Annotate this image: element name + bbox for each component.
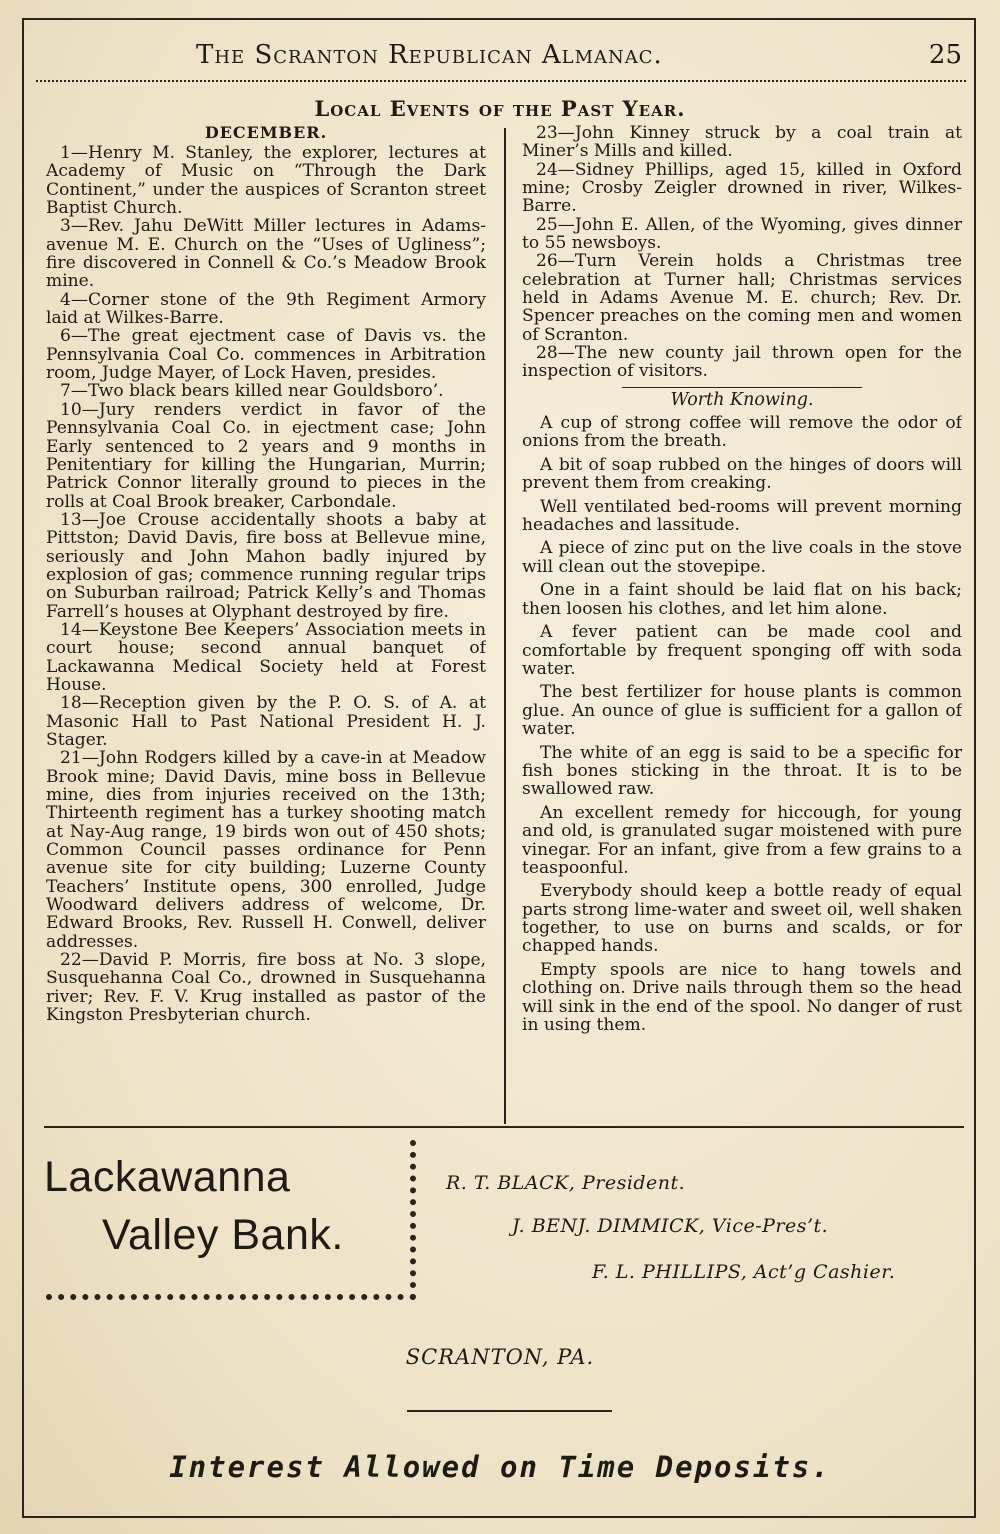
bank-tagline: Interest Allowed on Time Deposits. [169, 1450, 831, 1484]
event-entry: 22—David P. Morris, fire boss at No. 3 slope, Susquehanna Coal Co., drowned in Susquehanna river; Rev. F. V. Krug installed as pastor of the Kingston Presbyterian church. [46, 950, 486, 1026]
page-number: 25 [928, 40, 962, 70]
event-entry: 24—Sidney Phillips, aged 15, killed in Oxford mine; Crosby Zeigler drowned in river, Wilkes-Barre. [522, 159, 962, 217]
bank-name-line-2: Valley Bank. [102, 1211, 344, 1259]
event-entry: 14—Keystone Bee Keepers’ Association meets in court house; second annual banquet of Lackawanna Medical Society held at Forest House. [46, 619, 486, 695]
events-column-right [522, 124, 962, 1122]
tip-item: A bit of soap rubbed on the hinges of doors will prevent them from creaking. [522, 454, 962, 494]
event-entry: 13—Joe Crouse accidentally shoots a baby at Pittston; David Davis, fire boss at Bellevue mine, seriously and John Mahon badly injured by explosion of gas; commence running regular trips on Suburban railroad; Patrick Kelly’s and Thomas Farrell’s houses at Olyphant destroyed by fire. [46, 509, 486, 622]
short-rule [407, 1410, 612, 1412]
tip-item: One in a faint should be laid flat on his back; then loosen his clothes, and let him alone. [522, 580, 962, 619]
officer-cashier: F. L. PHILLIPS, Act’g Cashier. [592, 1261, 896, 1283]
bank-location: SCRANTON, PA. [405, 1345, 595, 1369]
event-entry: 3—Rev. Jahu DeWitt Miller lectures in Adams-avenue M. E. Church on the “Uses of Ugliness”; fire discovered in Connell & Co.’s Meadow Brook mine. [46, 216, 486, 292]
event-entry: 6—The great ejectment case of Davis vs. the Pennsylvania Coal Co. commences in Arbitration room, Judge Mayer, of Lock Haven, presides. [46, 326, 486, 384]
event-entry: 7—Two black bears killed near Gouldsboro’. [60, 381, 444, 402]
event-entry: 23—John Kinney struck by a coal train at Miner’s Mills and killed. [522, 124, 962, 162]
tip-item: A fever patient can be made cool and comfortable by frequent sponging off with soda water. [522, 622, 962, 679]
event-entry: 21—John Rodgers killed by a cave-in at Meadow Brook mine; David Davis, mine boss in Bellevue mine, dies from injuries received on the 13th; Thirteenth regiment has a turkey shooting match at Nay-Aug range, 19 birds won out of 450 shots; Common Council passes ordinance for Penn avenue site for city building; Luzerne County Teachers’ Institute opens, 300 enrolled, Judge Woodward delivers address of welcome, Dr. Edward Brooks, Rev. Russell H. Conwell, deliver addresses. [46, 748, 486, 952]
tip-item: Everybody should keep a bottle ready of equal parts strong lime-water and sweet oil, well shaken together, to use on burns and scalds, or for chapped hands. [522, 881, 962, 957]
tip-item: The best fertilizer for house plants is common glue. An ounce of glue is sufficient for a gallon of water. [522, 682, 962, 740]
tip-item: Well ventilated bed-rooms will prevent morning headaches and lassitude. [522, 496, 962, 535]
tip-item: An excellent remedy for hiccough, for young and old, is granulated sugar moistened with pure vinegar. For an infant, give from a few grains to a teaspoonful. [522, 802, 962, 878]
event-entry: 28—The new county jail thrown open for the inspection of visitors. [522, 343, 962, 382]
events-column-left [46, 124, 486, 1122]
event-entry: 4—Corner stone of the 9th Regiment Armory laid at Wilkes-Barre. [46, 289, 486, 329]
tip-item: A piece of zinc put on the live coals in the stove will clean out the stovepipe. [522, 538, 962, 577]
worth-knowing-heading: Worth Knowing. [670, 389, 814, 410]
event-entry: 10—Jury renders verdict in favor of the Pennsylvania Coal Co. in ejectment case; John Early sentenced to 2 years and 9 months in Penitentiary for killing the Hungarian, Murrin; Patrick Connor literally ground to pieces in the rolls at Coal Brook breaker, Carbondale. [46, 399, 486, 512]
event-entry: 1—Henry M. Stanley, the explorer, lectures at Academy of Music on “Through the Dark Continent,” under the auspices of Scranton street Baptist Church. [46, 143, 486, 219]
almanac-title: The Scranton Republican Almanac. [196, 40, 663, 70]
tip-item: The white of an egg is said to be a specific for fish bones sticking in the throat. It is to be swallowed raw. [522, 742, 962, 800]
event-entry: 25—John E. Allen, of the Wyoming, gives dinner to 55 newsboys. [522, 214, 962, 254]
section-title: Local Events of the Past Year. [314, 96, 686, 121]
dotted-border-horizontal [46, 1294, 416, 1300]
advertisement-rule [44, 1126, 964, 1128]
dotted-border-vertical [410, 1140, 416, 1300]
column-divider [504, 128, 506, 1124]
bank-name-line-1: Lackawanna [44, 1153, 291, 1201]
event-entry: 18—Reception given by the P. O. S. of A. at Masonic Hall to Past National President H. J. Stager. [46, 693, 486, 750]
tip-item: A cup of strong coffee will remove the odor of onions from the breath. [522, 412, 962, 452]
subhead-rule [622, 387, 862, 388]
officer-president: R. T. BLACK, President. [446, 1172, 686, 1194]
tip-item: Empty spools are nice to hang towels and clothing on. Drive nails through them so the head will sink in the end of the spool. No danger of rust in using them. [522, 959, 962, 1035]
page-header [36, 36, 966, 82]
bank-name-box [44, 1136, 416, 1294]
event-entry: 26—Turn Verein holds a Christmas tree celebration at Turner hall; Christmas services held in Adams Avenue M. E. church; Rev. Dr. Spencer preaches on the coming men and women of Scranton. [522, 251, 962, 345]
bank-name [44, 1148, 414, 1264]
month-heading: DECEMBER. [204, 124, 328, 142]
officer-vice-president: J. BENJ. DIMMICK, Vice-Pres’t. [512, 1215, 829, 1237]
